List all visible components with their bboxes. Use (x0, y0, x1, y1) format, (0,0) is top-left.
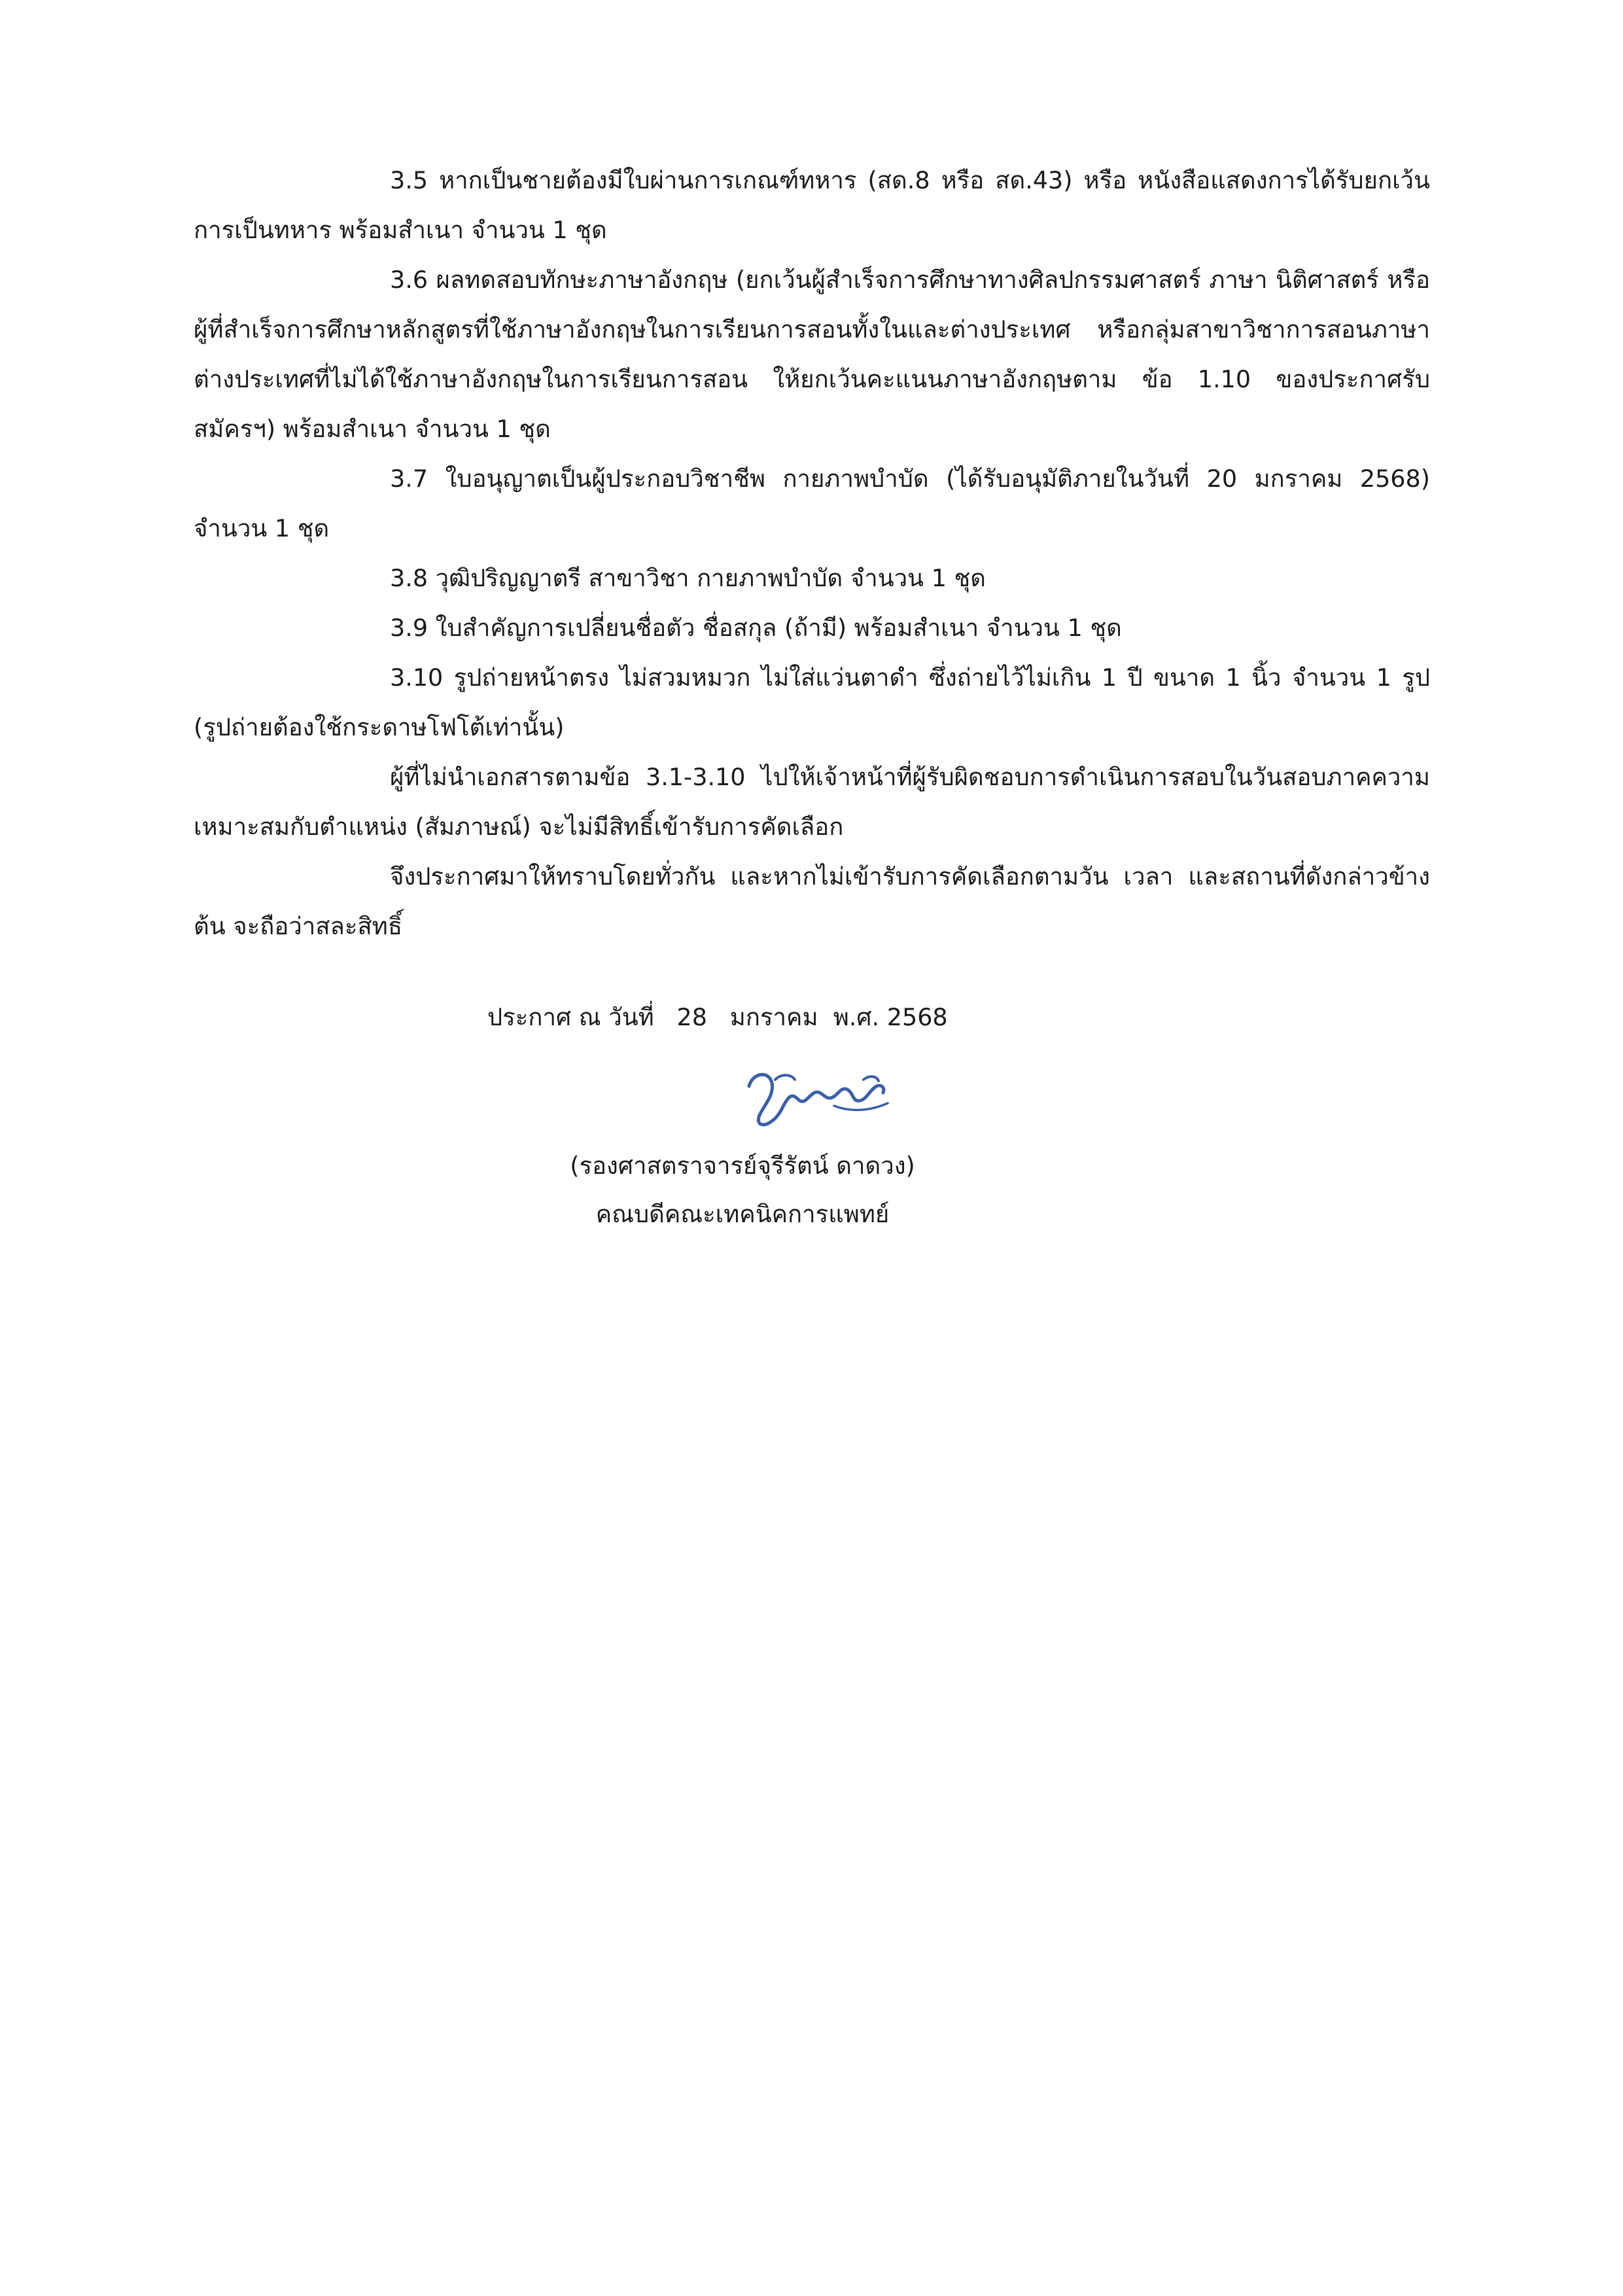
paragraph-3-9: 3.9 ใบสำคัญการเปลี่ยนชื่อตัว ชื่อสกุล (ถ้ามี) พร้อมสำเนา จำนวน 1 ชุด (390, 614, 1122, 642)
paragraph-3-6: 3.6 ผลทดสอบทักษะภาษาอังกฤษ (ยกเว้นผู้สำเร็จการศึกษาทางศิลปกรรมศาสตร์ ภาษา นิติศาสตร์ หรือผู้ที่สำเร็จการศึกษาหลักสูตรที่ใช้ภาษาอังกฤษในการเรียนการสอนทั้งในและต่างประเทศ หรือกลุ่มสาขาวิชาการสอนภาษาต่างประเทศที่ไม่ได้ใช้ภาษาอังกฤษในการเรียนการสอน ให้ยกเว้นคะแนนภาษาอังกฤษตาม ข้อ 1.10 ของประกาศรับสมัครฯ) พร้อมสำเนา จำนวน 1 ชุด (194, 266, 1430, 443)
paragraph-3-5: 3.5 หากเป็นชายต้องมีใบผ่านการเกณฑ์ทหาร (สด.8 หรือ สด.43) หรือ หนังสือแสดงการได้รับยกเว้นการเป็นทหาร พร้อมสำเนา จำนวน 1 ชุด (194, 166, 1430, 244)
paragraph-missing-documents-note: ผู้ที่ไม่นำเอกสารตามข้อ 3.1-3.10 ไปให้เจ้าหน้าที่ผู้รับผิดชอบการดำเนินการสอบในวันสอบภาคความเหมาะสมกับตำแหน่ง (สัมภาษณ์) จะไม่มีสิทธิ์เข้ารับการคัดเลือก (194, 763, 1430, 841)
document-body (194, 156, 1430, 951)
paragraph-closing: จึงประกาศมาให้ทราบโดยทั่วกัน และหากไม่เข้ารับการคัดเลือกตามวัน เวลา และสถานที่ดังกล่าวข้างต้น จะถือว่าสละสิทธิ์ (194, 862, 1430, 940)
paragraph-3-7: 3.7 ใบอนุญาตเป็นผู้ประกอบวิชาชีพ กายภาพบำบัด (ได้รับอนุมัติภายในวันที่ 20 มกราคม 2568) จำนวน 1 ชุด (194, 465, 1430, 542)
announcement-date: ประกาศ ณ วันที่ 28 มกราคม พ.ศ. 2568 (487, 1003, 948, 1031)
paragraph-3-8: 3.8 วุฒิปริญญาตรี สาขาวิชา กายภาพบำบัด จำนวน 1 ชุด (390, 564, 986, 592)
signer-title: คณบดีคณะเทคนิคการแพทย์ (595, 1200, 890, 1228)
signer-name: (รองศาสตราจารย์จุรีรัตน์ ดาดวง) (570, 1152, 915, 1180)
handwritten-signature (736, 1060, 893, 1132)
paragraph-3-10: 3.10 รูปถ่ายหน้าตรง ไม่สวมหมวก ไม่ใส่แว่นตาดำ ซึ่งถ่ายไว้ไม่เกิน 1 ปี ขนาด 1 นิ้ว จำนวน 1 รูป (รูปถ่ายต้องใช้กระดาษโฟโต้เท่านั้น) (194, 663, 1430, 741)
